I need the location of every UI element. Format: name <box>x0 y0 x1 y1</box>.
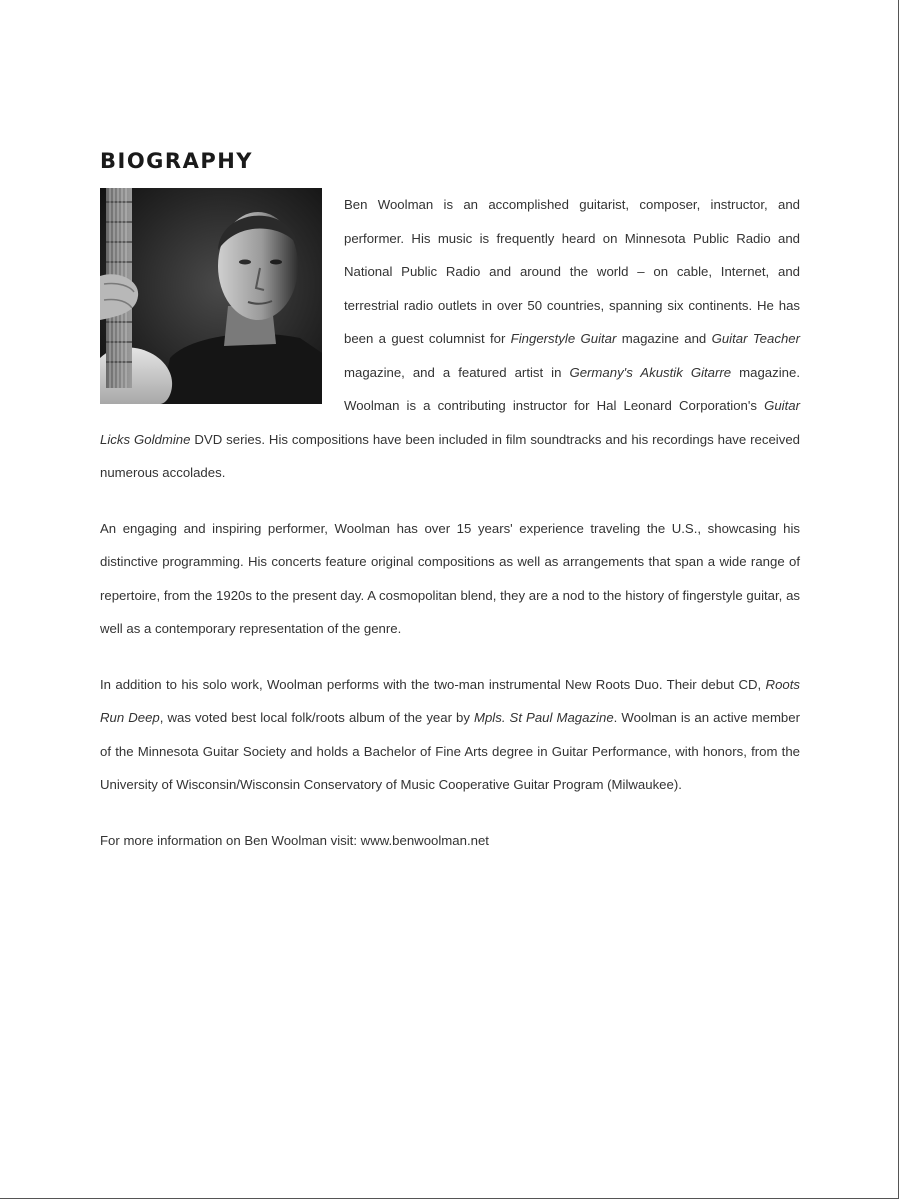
bio-paragraph-2: An engaging and inspiring performer, Woolman has over 15 years' experience traveling the U.S., showcasing his distinctive programming. His concerts feature original compositions as well as arrangements that span a wide range of repertoire, from the 1920s to the present day. A cosmopolitan blend, they are a nod to the history of fingerstyle guitar, as well as a contemporary representation of the genre. <box>100 520 800 636</box>
biography-section <box>100 146 800 879</box>
text-run: magazine. Woolman is a contributing instructor for Hal Leonard Corporation's <box>344 364 800 413</box>
bio-intro-block <box>100 188 800 512</box>
italic-title: Roots Run Deep <box>100 676 800 725</box>
portrait-photo <box>100 188 322 404</box>
bio-more-info: For more information on Ben Woolman visit: www.benwoolman.net <box>100 832 489 848</box>
text-run: In addition to his solo work, Woolman performs with the two-man instrumental New Roots Duo. Their debut CD, <box>100 676 766 692</box>
page-title: BIOGRAPHY <box>100 149 254 173</box>
text-run: magazine, and a featured artist in <box>344 364 570 380</box>
italic-title: Germany's Akustik Gitarre <box>569 364 732 380</box>
italic-title: Guitar Licks Goldmine <box>100 398 800 447</box>
bio-paragraph-3 <box>100 668 800 802</box>
text-run: , was voted best local folk/roots album of the year by <box>159 710 474 725</box>
text-run: . Woolman is an active member of the Minnesota Guitar Society and holds a Bachelor of Fine Arts degree in Guitar Performance, with honors, from the University of Wisconsin/Wisconsin Conservatory of Music Cooperative Guitar Program (Milwaukee). <box>100 710 800 792</box>
portrait-illustration <box>100 188 322 404</box>
italic-title: Fingerstyle Guitar <box>510 331 617 346</box>
italic-title: Guitar Teacher <box>711 331 800 346</box>
italic-title: Mpls. St Paul Magazine <box>473 710 614 725</box>
text-run: magazine and <box>616 331 712 346</box>
text-run: DVD series. His compositions have been included in film soundtracks and his recordings have received numerous accolades. <box>100 431 800 480</box>
text-run: Ben Woolman is an accomplished guitarist, composer, instructor, and performer. His music is frequently heard on Minnesota Public Radio and National Public Radio and around the world – on cable, Internet, and terrestrial radio outlets in over 50 countries, spanning six continents. He has been a guest columnist for <box>344 197 800 346</box>
